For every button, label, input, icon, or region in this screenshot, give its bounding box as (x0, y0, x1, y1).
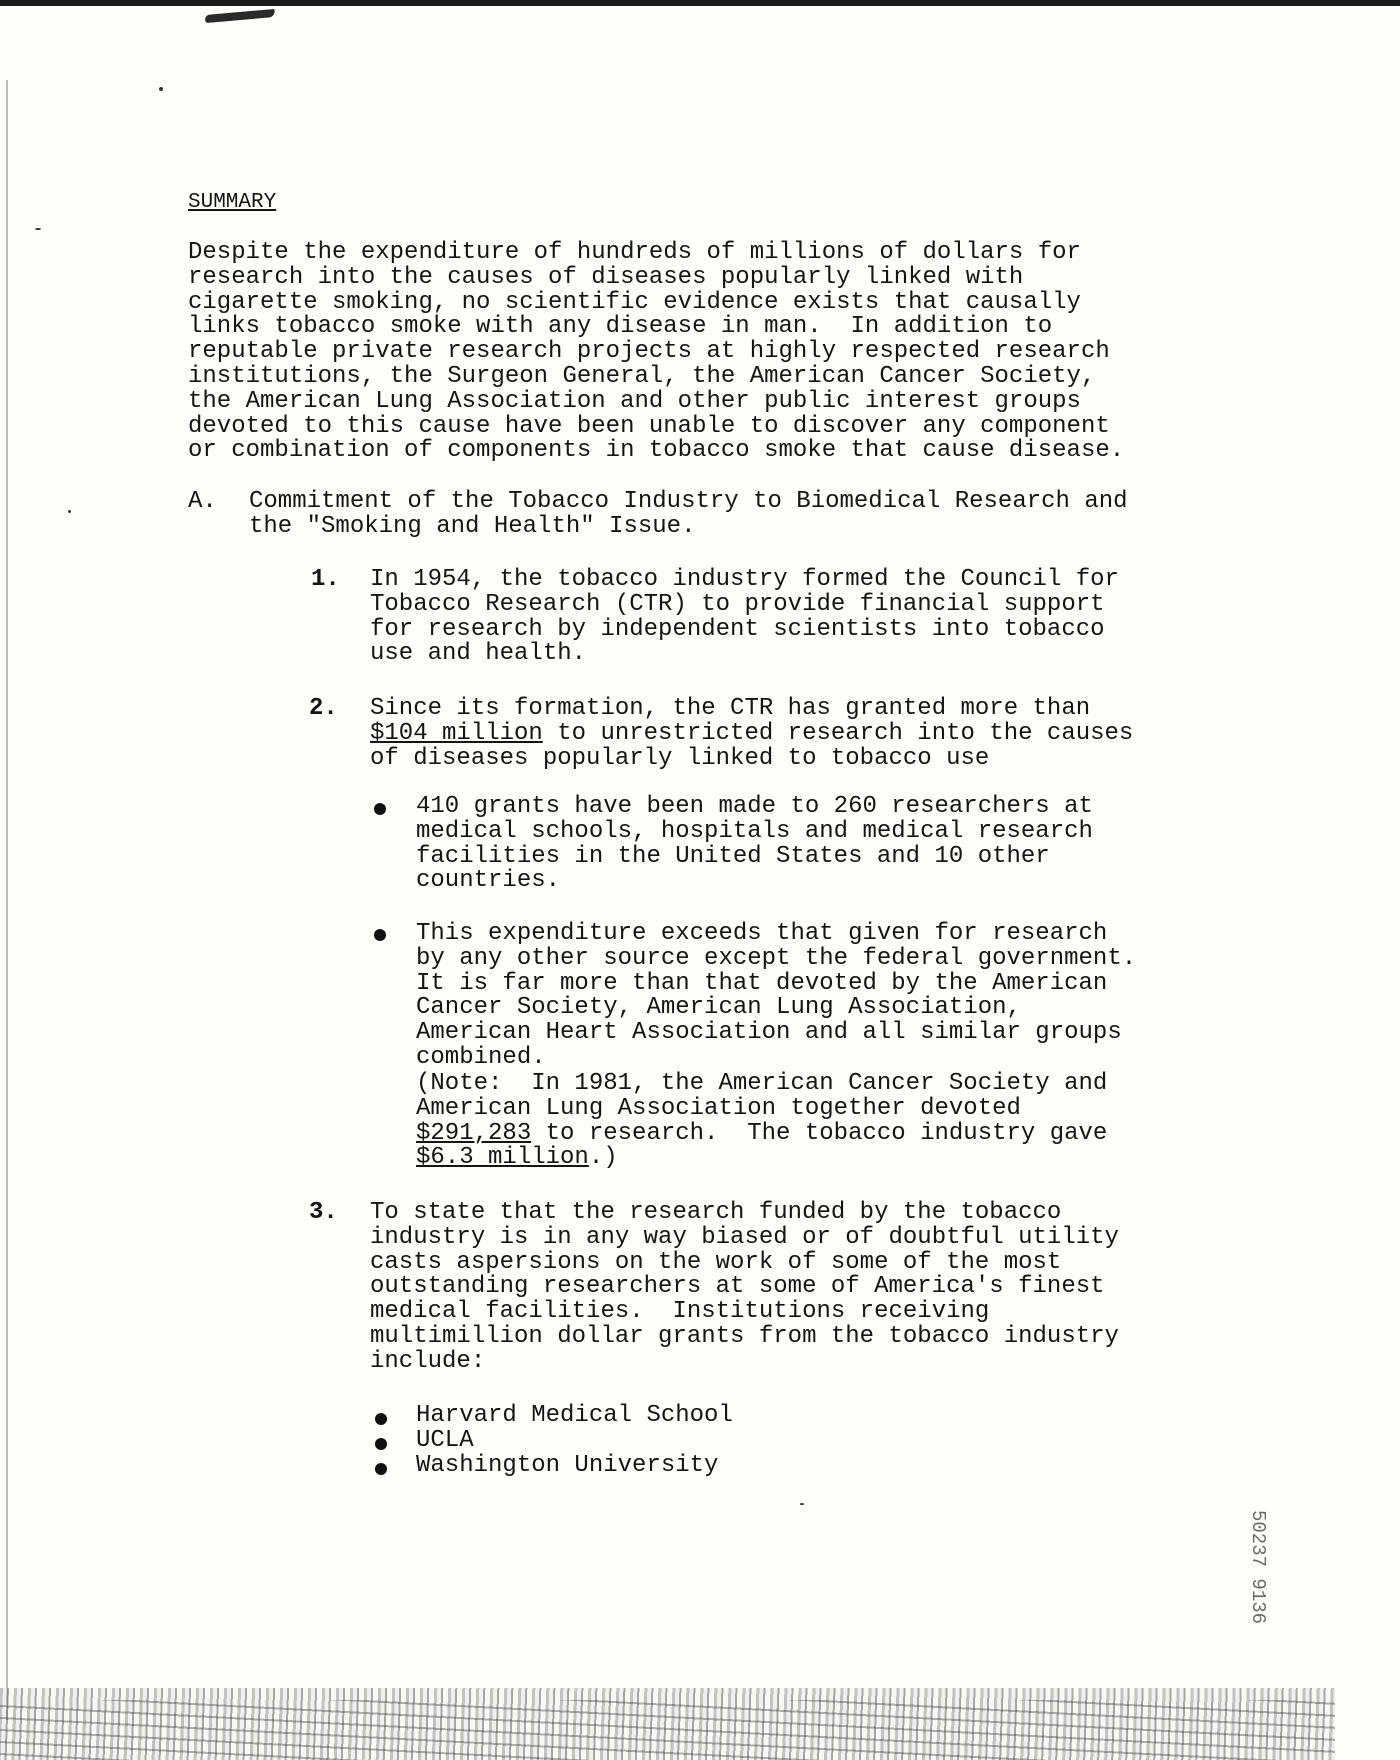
scan-speck (800, 1503, 804, 1505)
bullet-dot (375, 1438, 387, 1450)
scan-top-edge (0, 0, 1400, 6)
scan-left-edge (6, 80, 8, 1720)
underlined-amount: $291,283 (416, 1119, 532, 1147)
intro-paragraph: Despite the expenditure of hundreds of millions of dollars for research into the causes of diseases popularly linked with cigarette smoking, no scientific evidence exists that causally links tobacco smoke with any disease in man. In addition to reputable private research projects at highly respected research institutions, the Surgeon General, the American Cancer Society, the American Lung Association and other public interest groups devoted to this cause have been unable to discover any component or combination of components in tobacco smoke that cause disease. (188, 239, 1125, 465)
bullet-dot (375, 1463, 387, 1475)
item-number: 3. (309, 1199, 338, 1226)
item-1-text: In 1954, the tobacco industry formed the Council for Tobacco Research (CTR) to provide financial support for research by independent scientists into tobacco use and health. (370, 566, 1119, 668)
bullet-dot (374, 803, 386, 815)
scan-speck (35, 228, 41, 230)
bullet-text: This expenditure exceeds that given for research by any other source except the federal government. It is far more than that devoted by the American Cancer Society, American Lung Association, American Heart Association and all similar groups combined. (416, 920, 1137, 1071)
item-number: 1. (311, 566, 340, 593)
bullet-text: 410 grants have been made to 260 researchers at medical schools, hospitals and medical research facilities in the United States and 10 other countries. (416, 793, 1093, 895)
institution-item: UCLA (416, 1427, 474, 1454)
institution-item: Harvard Medical School (416, 1402, 733, 1429)
scan-speck (159, 87, 163, 91)
section-title: Commitment of the Tobacco Industry to Biomedical Research and the "Smoking and Health" Issue. (249, 488, 1128, 540)
item-number: 2. (309, 695, 338, 722)
summary-heading: SUMMARY (188, 191, 277, 214)
item-2-text: Since its formation, the CTR has granted more than $104 million to unrestricted research into the causes of diseases popularly linked to tobacco use (370, 695, 1134, 772)
scan-speck (68, 510, 71, 513)
item-3-text: To state that the research funded by the tobacco industry is in any way biased or of doubtful utility casts aspersions on the work of some of the most outstanding researchers at some of America's finest medical facilities. Institutions receiving multimillion dollar grants from the tobacco industry include: (370, 1199, 1119, 1375)
section-label: A. (188, 488, 217, 515)
underlined-amount: $6.3 million (416, 1144, 589, 1172)
document-id-stamp: 50237 9136 (1247, 1510, 1269, 1625)
bullet-dot (375, 1413, 387, 1425)
bullet-dot (374, 929, 386, 941)
scan-noise-band (0, 1700, 1335, 1760)
institution-item: Washington University (416, 1452, 719, 1479)
scan-smudge (205, 9, 275, 23)
underlined-amount: $104 million (370, 719, 543, 747)
note-text: (Note: In 1981, the American Cancer Society and American Lung Association together devoted $291,283 to research. The tobacco industry gave $6.3 million.) (416, 1070, 1108, 1172)
